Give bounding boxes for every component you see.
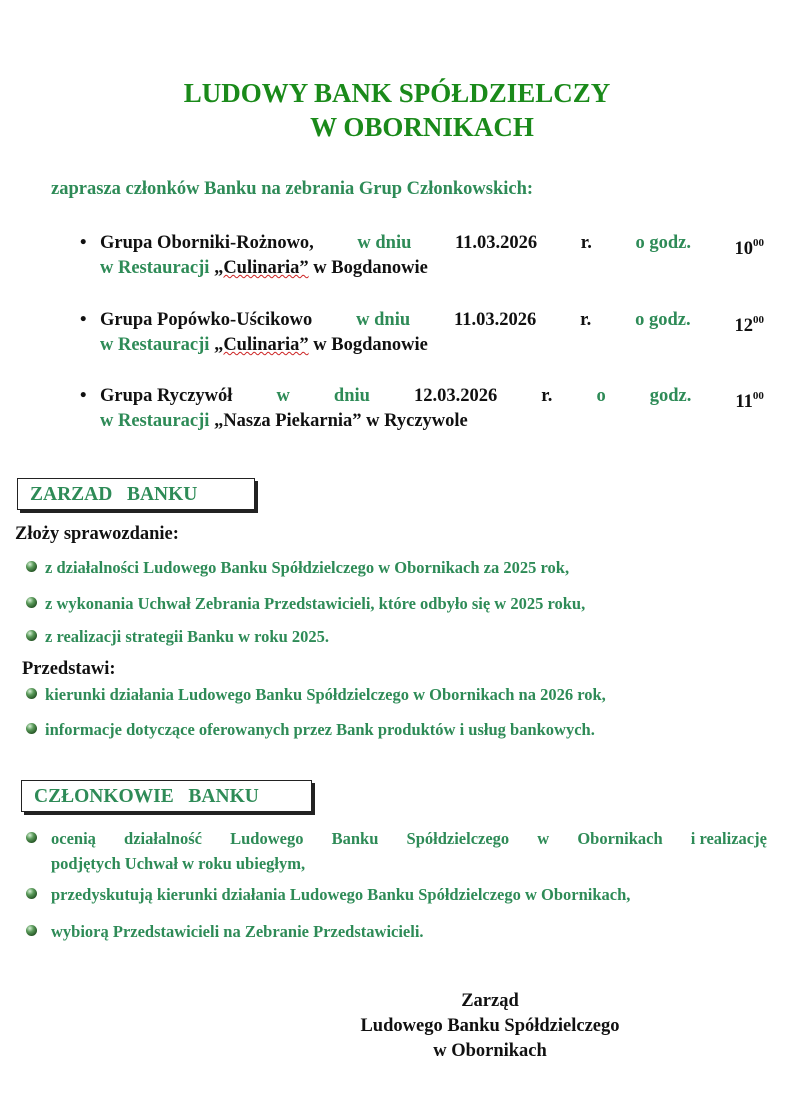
signature-line-2: Ludowego Banku Spółdzielczego [360, 1016, 620, 1036]
time-label: o [596, 386, 606, 406]
bullet-icon: • [80, 310, 87, 330]
date-label: w [276, 386, 290, 406]
group-date: 11.03.2026 [454, 233, 538, 253]
date-label: w dniu [356, 310, 411, 330]
intro-text: zaprasza członków Banku na zebrania Grup Członkowskich: [51, 179, 534, 199]
group-name: Grupa Popówko-Uścikowo [100, 310, 313, 330]
present-item: informacje dotyczące oferowanych przez Bank produktów i usług bankowych. [45, 720, 595, 739]
bullet-icon [26, 688, 37, 699]
venue-name: „Culinaria” [214, 258, 309, 278]
date-label-2: dniu [333, 386, 370, 406]
time-label: o godz. [635, 310, 691, 330]
group-time: $12^{00}$ [734, 314, 764, 336]
group-time: $11^{00}$ [735, 390, 764, 412]
date-label: w dniu [357, 233, 412, 253]
bullet-icon: • [80, 233, 87, 253]
group-time: $10^{00}$ [734, 237, 764, 259]
venue-place: w Bogdanowie [313, 258, 428, 278]
report-item: z działalności Ludowego Banku Spółdzielczego w Obornikach za 2025 rok, [45, 558, 570, 577]
title-line-2: W OBORNIKACH [310, 112, 534, 142]
venue-name: „Nasza Piekarnia” [214, 411, 362, 431]
year-abbr: r. [580, 310, 592, 330]
members-item: wybiorą Przedstawicieli na Zebranie Przedstawicieli. [51, 922, 424, 941]
members-heading: CZŁONKOWIE BANKU [21, 780, 312, 812]
board-heading: ZARZAD BANKU [17, 478, 255, 510]
report-label: Złoży sprawozdanie: [15, 524, 179, 544]
members-item: ocenią działalność Ludowego Banku Spółdzielczego w Obornikach i realizację podjętych Uchwał w roku ubiegłym, [51, 829, 767, 873]
bullet-icon [26, 723, 37, 734]
bullet-icon [26, 597, 37, 608]
present-item: kierunki działania Ludowego Banku Spółdzielczego w Obornikach na 2026 rok, [45, 685, 606, 704]
group-date: 12.03.2026 [413, 386, 498, 406]
time-label-2: godz. [649, 386, 692, 406]
report-item: z wykonania Uchwał Zebrania Przedstawicieli, które odbyło się w 2025 roku, [45, 594, 586, 613]
time-label: o godz. [635, 233, 691, 253]
signature-line-1: Zarząd [461, 991, 519, 1011]
present-label: Przedstawi: [22, 659, 116, 679]
group-name: Grupa Oborniki-Rożnowo, [100, 233, 314, 253]
venue-name: „Culinaria” [214, 335, 309, 355]
bullet-icon: • [80, 386, 87, 406]
venue-label: w Restauracji [100, 411, 210, 431]
bullet-icon [26, 832, 37, 843]
bullet-icon [26, 925, 37, 936]
bullet-icon [26, 888, 37, 899]
title-line-1: LUDOWY BANK SPÓŁDZIELCZY [183, 78, 611, 108]
venue-place: w Ryczywole [366, 411, 468, 431]
venue-place: w Bogdanowie [313, 335, 428, 355]
year-abbr: r. [541, 386, 553, 406]
venue-label: w Restauracji [100, 258, 210, 278]
bullet-icon [26, 630, 37, 641]
venue-label: w Restauracji [100, 335, 210, 355]
group-name: Grupa Ryczywół [100, 386, 233, 406]
year-abbr: r. [580, 233, 592, 253]
bullet-icon [26, 561, 37, 572]
group-date: 11.03.2026 [453, 310, 537, 330]
members-item: przedyskutują kierunki działania Ludowego Banku Spółdzielczego w Obornikach, [51, 885, 631, 904]
report-item: z realizacji strategii Banku w roku 2025. [45, 627, 329, 646]
signature-line-3: w Obornikach [433, 1041, 547, 1061]
